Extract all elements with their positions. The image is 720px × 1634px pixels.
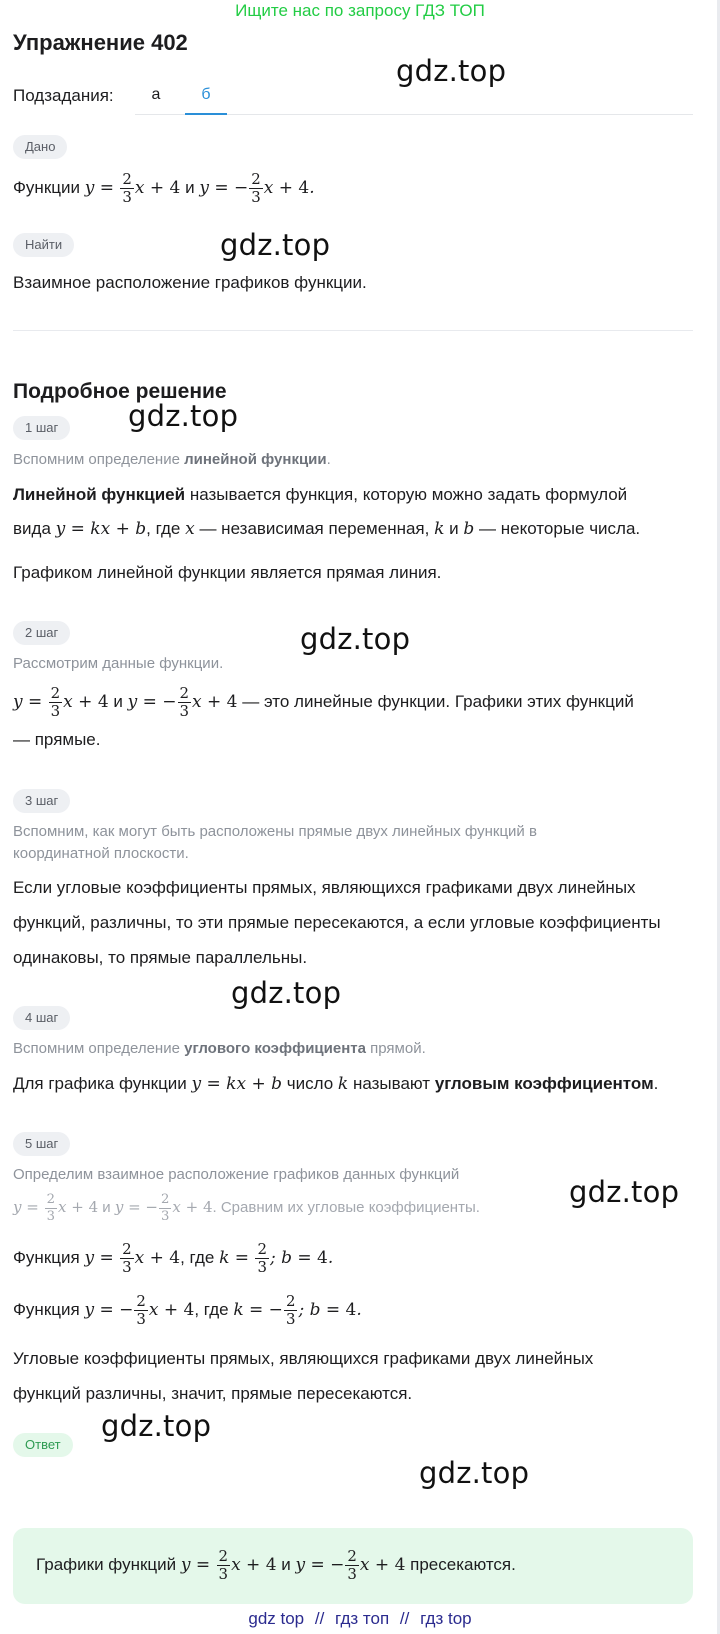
step-1-def-end: — некоторые числа. xyxy=(479,519,641,538)
step-4-text-mid2: называют xyxy=(352,1074,431,1093)
formula-k1: k = $\frac{2}{3}$ ; b = 4. xyxy=(219,1239,334,1276)
watermark: gdz.top xyxy=(419,1456,530,1490)
step-4-hint-suffix: прямой. xyxy=(370,1040,426,1057)
top-banner: Ищите нас по запросу ГДЗ ТОП xyxy=(235,1,485,20)
formula-kx-b: y = kx + b xyxy=(55,519,147,539)
formula-y1: y = $\frac{2}{3}$ x + 4 xyxy=(84,169,181,206)
step-5-where-word: , где xyxy=(194,1300,229,1319)
find-text: Взаимное расположение графиков функции. xyxy=(13,273,367,292)
step-2-text-after: — это линейные функции. Графики этих функций xyxy=(242,692,634,711)
step-2-and: и xyxy=(113,692,123,711)
step-5-hint-suffix: . Сравним их угловые коэффициенты. xyxy=(212,1199,480,1216)
step-1-def-rest: называется функция, которую можно задать формулой xyxy=(189,485,628,504)
footer-separator: // xyxy=(314,1609,325,1628)
step-5-where-word: , где xyxy=(180,1248,215,1267)
step-1-hint xyxy=(13,449,693,471)
divider xyxy=(13,330,693,331)
step-1-hint-suffix: . xyxy=(326,451,331,468)
step-5-pill: 5 шаг xyxy=(13,1132,70,1156)
footer-links xyxy=(0,1608,720,1630)
formula-k: k xyxy=(337,1074,349,1094)
watermark: gdz.top xyxy=(231,976,342,1010)
formula-x: x xyxy=(185,519,195,539)
formula-y1: y = $\frac{2}{3}$ x + 4 xyxy=(180,1546,277,1583)
footer-link[interactable]: gdz top xyxy=(248,1609,305,1628)
formula-k2: k = − $\frac{2}{3}$ ; b = 4. xyxy=(233,1291,362,1328)
step-1-def-indep: — независимая переменная, xyxy=(199,519,430,538)
formula-y2: y = − $\frac{2}{3}$ x + 4. xyxy=(199,169,315,206)
tab-subtask-a[interactable]: а xyxy=(151,86,161,103)
formula-kx-b: y = kx + b xyxy=(191,1074,283,1094)
step-1-definition-line2 xyxy=(13,511,693,547)
step-4-text xyxy=(13,1066,693,1102)
formula-y2: y = − $\frac{2}{3}$ x + 4 xyxy=(127,683,238,720)
step-2-text-line2: — прямые. xyxy=(13,730,101,749)
watermark: gdz.top xyxy=(220,228,331,262)
subtasks-label: Подзадания: xyxy=(13,86,114,105)
step-3-text: Если угловые коэффициенты прямых, являющихся графиками двух линейных функций, различны, то эти прямые пересекаются, а если угловые коэффициенты одинаковы, то прямые параллельны. xyxy=(13,878,661,967)
step-4-text-prefix: Для графика функции xyxy=(13,1074,187,1093)
step-4-hint xyxy=(13,1038,693,1060)
find-pill: Найти xyxy=(13,233,74,257)
step-1-hint-prefix: Вспомним определение xyxy=(13,451,180,468)
footer-link[interactable]: гдз топ xyxy=(335,1609,390,1628)
step-5-conclusion: Угловые коэффициенты прямых, являющихся графиками двух линейных функций различны, значит, прямые пересекаются. xyxy=(13,1349,594,1403)
step-3-hint: Вспомним, как могут быть расположены прямые двух линейных функций в координатной плоскости. xyxy=(13,823,537,862)
step-2-hint: Рассмотрим данные функции. xyxy=(13,655,224,672)
formula-y1: y = $\frac{2}{3}$ x + 4 xyxy=(13,1192,99,1224)
subtask-tabs xyxy=(135,80,693,115)
step-4-hint-bold: углового коэффициента xyxy=(184,1040,366,1057)
step-5-hint-line2 xyxy=(13,1190,693,1225)
watermark: gdz.top xyxy=(300,622,411,656)
step-1-def-bold: Линейной функцией xyxy=(13,485,186,504)
step-5-hint: Определим взаимное расположение графиков данных функций xyxy=(13,1166,460,1183)
step-1-def-mid: , где xyxy=(146,519,181,538)
step-1-def-prefix: вида xyxy=(13,519,51,538)
tab-subtask-b[interactable]: б xyxy=(185,80,227,115)
given-functions-word: Функции xyxy=(13,178,80,197)
step-4-hint-prefix: Вспомним определение xyxy=(13,1040,180,1057)
answer-suffix: пресекаются. xyxy=(410,1555,516,1574)
formula-y2: y = − $\frac{2}{3}$ x + 4 xyxy=(114,1192,213,1224)
watermark: gdz.top xyxy=(101,1409,212,1443)
step-5-func-word: Функция xyxy=(13,1300,80,1319)
step-1-hint-bold: линейной функции xyxy=(184,451,327,468)
page-title: Упражнение 402 xyxy=(13,30,188,55)
watermark: gdz.top xyxy=(128,399,239,433)
step-1-def-and: и xyxy=(449,519,459,538)
step-4-text-mid: число xyxy=(286,1074,334,1093)
formula-y2: y = − $\frac{2}{3}$ x + 4 xyxy=(84,1291,195,1328)
step-4-text-end: . xyxy=(653,1074,659,1093)
given-and-word: и xyxy=(185,178,195,197)
formula-y2: y = − $\frac{2}{3}$ x + 4 xyxy=(295,1546,406,1583)
given-pill: Дано xyxy=(13,135,67,159)
step-1-pill: 1 шаг xyxy=(13,416,70,440)
step-1-graph-text: Графиком линейной функции является прямая линия. xyxy=(13,563,442,582)
step-5-func-word: Функция xyxy=(13,1248,80,1267)
watermark: gdz.top xyxy=(569,1175,680,1209)
formula-y1: y = $\frac{2}{3}$ x + 4 xyxy=(84,1239,181,1276)
step-2-text xyxy=(13,682,693,722)
step-3-pill: 3 шаг xyxy=(13,789,70,813)
formula-k: k xyxy=(434,519,445,539)
formula-b: b xyxy=(463,519,475,539)
answer-prefix: Графики функций xyxy=(36,1555,177,1574)
footer-separator: // xyxy=(399,1609,410,1628)
step-2-pill: 2 шаг xyxy=(13,621,70,645)
answer-and: и xyxy=(281,1555,291,1574)
step-5-func1 xyxy=(13,1238,693,1278)
watermark: gdz.top xyxy=(396,54,507,88)
solution-title: Подробное решение xyxy=(13,380,227,403)
step-1-definition xyxy=(13,477,693,512)
answer-text xyxy=(36,1545,676,1585)
step-4-pill: 4 шаг xyxy=(13,1006,70,1030)
step-5-func2 xyxy=(13,1290,693,1330)
step-5-hint-and: и xyxy=(102,1199,111,1216)
step-4-text-bold: угловым коэффициентом xyxy=(434,1074,654,1093)
formula-y1: y = $\frac{2}{3}$ x + 4 xyxy=(13,683,109,720)
footer-link[interactable]: гдз top xyxy=(420,1609,472,1628)
given-text xyxy=(13,170,693,206)
answer-pill: Ответ xyxy=(13,1433,73,1457)
